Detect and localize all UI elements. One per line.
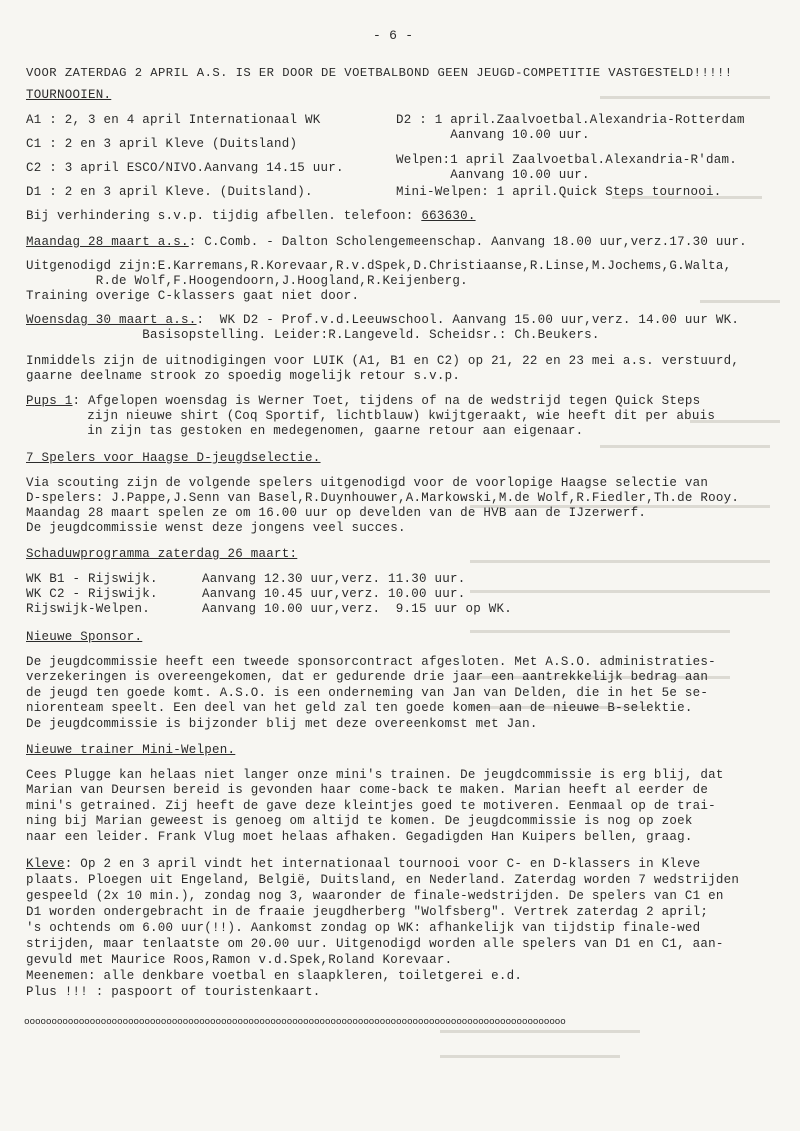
trainer-line-1: Cees Plugge kan helaas niet langer onze mini's trainen. De jeugdcommissie is erg blij, dat (26, 768, 724, 782)
monday-invited-2: R.de Wolf,F.Hoogendoorn,J.Hoogland,R.Keijenberg. (26, 274, 468, 288)
pups-text-1: : Afgelopen woensdag is Werner Toet, tijdens of na de wedstrijd tegen Quick Steps (72, 394, 701, 408)
tournament-left-3: C2 : 3 april ESCO/NIVO.Aanvang 14.15 uur. (26, 161, 344, 175)
liege-2: gaarne deelname strook zo spoedig mogelijk retour s.v.p. (26, 369, 461, 383)
shadow-time-3: Aanvang 10.00 uur,verz. 9.15 uur op WK. (202, 602, 513, 616)
sponsor-line-4: niorenteam speelt. Een deel van het geld zal ten goede komen aan de nieuwe B-selektie. (26, 701, 693, 715)
kleve-label: Kleve (26, 857, 65, 871)
shadow-match-3: Rijswijk-Welpen. (26, 602, 151, 616)
shadow-match-1: WK B1 - Rijswijk. (26, 572, 158, 586)
trainer-line-5: naar een leider. Frank Vlug moet helaas afhaken. Gegadigden Han Kuipers bellen, graag. (26, 830, 693, 844)
divider-line: ooooooooooooooooooooooooooooooooooooooooooooooooooooooooooooooooooooooooooooooooooooooooooooooooooo (24, 1016, 566, 1027)
sponsor-line-5: De jeugdcommissie is bijzonder blij met deze overeenkomst met Jan. (26, 717, 538, 731)
notice-line: VOOR ZATERDAG 2 APRIL A.S. IS ER DOOR DE VOETBALBOND GEEN JEUGD-COMPETITIE VASTGESTELD!!!!! (26, 66, 733, 80)
monday-text: : C.Comb. - Dalton Scholengemeenschap. Aanvang 18.00 uur,verz.17.30 uur. (188, 235, 747, 249)
selection-line-2: D-spelers: J.Pappe,J.Senn van Basel,R.Duynhouwer,A.Markowski,M.de Wolf,R.Fiedler,Th.de Rooy. (26, 491, 740, 505)
kleve-line-8: Meenemen: alle denkbare voetbal en slaapkleren, toiletgerei e.d. (26, 969, 523, 983)
shadow-time-1: Aanvang 12.30 uur,verz. 11.30 uur. (202, 572, 466, 586)
kleve-line-1 (26, 857, 700, 872)
selection-line-4: De jeugdcommissie wenst deze jongens veel succes. (26, 521, 406, 535)
shadow-match-2: WK C2 - Rijswijk. (26, 587, 158, 601)
page-number: - 6 - (373, 28, 414, 43)
tournament-right-4: Aanvang 10.00 uur. (396, 168, 590, 182)
monday-invited-3: Training overige C-klassers gaat niet door. (26, 289, 360, 303)
kleve-line-5: 's ochtends om 6.00 uur(!!). Aankomst zondag op WK: afhankelijk van tijdstip finale-wed (26, 921, 701, 935)
kleve-line-6: strijden, maar tenlaatste om 20.00 uur. Uitgenodigd worden alle spelers van D1 en C1, aan- (26, 937, 724, 951)
pups-line-1 (26, 394, 700, 409)
pups-line-2: zijn nieuwe shirt (Coq Sportif, lichtblauw) kwijtgeraakt, wie heeft dit per abuis (64, 409, 716, 423)
trainer-heading: Nieuwe trainer Mini-Welpen. (26, 743, 236, 757)
selection-line-3: Maandag 28 maart spelen ze om 16.00 uur op develden van de HVB aan de IJzerwerf. (26, 506, 647, 520)
kleve-line-7: gevuld met Maurice Roos,Ramon v.d.Spek,Roland Korevaar. (26, 953, 453, 967)
pups-line-3: in zijn tas gestoken en medegenomen, gaarne retour aan eigenaar. (64, 424, 584, 438)
tournament-right-2: Aanvang 10.00 uur. (396, 128, 590, 142)
wednesday-date: Woensdag 30 maart a.s. (26, 313, 197, 327)
cancel-text: Bij verhindering s.v.p. tijdig afbellen. telefoon: (26, 209, 422, 223)
liege-1: Inmiddels zijn de uitnodigingen voor LUIK (A1, B1 en C2) op 21, 22 en 23 mei a.s. verstuurd, (26, 354, 740, 368)
trainer-line-3: mini's getrained. Zij heeft de gave deze kleintjes goed te motiveren. Eenmaal op de trai- (26, 799, 716, 813)
kleve-line-9: Plus !!! : paspoort of touristenkaart. (26, 985, 321, 999)
wednesday-line-2: Basisopstelling. Leider:R.Langeveld. Scheidsr.: Ch.Beukers. (26, 328, 600, 342)
kleve-line-3: gespeeld (2x 10 min.), zondag nog 3, waaronder de finale-wedstrijden. De spelers van C1 en (26, 889, 724, 903)
tournament-left-4: D1 : 2 en 3 april Kleve. (Duitsland). (26, 185, 313, 199)
cancel-line (26, 209, 476, 224)
selection-heading: 7 Spelers voor Haagse D-jeugdselectie. (26, 451, 321, 465)
trainer-line-2: Marian van Deursen bereid is gevonden haar come-back te maken. Marian heeft al eerder de (26, 783, 709, 797)
monday-line (26, 235, 747, 250)
monday-date: Maandag 28 maart a.s. (26, 235, 189, 249)
trainer-line-4: ning bij Marian geweest is genoeg om altijd te komen. De jeugdcommissie is nog op zoek (26, 814, 693, 828)
tournament-right-3: Welpen:1 april Zaalvoetbal.Alexandria-R'dam. (396, 153, 738, 167)
kleve-line-4: D1 worden ondergebracht in de fraaie jeugdherberg "Wolfsberg". Vertrek zaterdag 2 april; (26, 905, 709, 919)
tournaments-heading: TOURNOOIEN. (26, 88, 112, 102)
sponsor-heading: Nieuwe Sponsor. (26, 630, 143, 644)
pups-label: Pups 1 (26, 394, 73, 408)
kleve-text-1: : Op 2 en 3 april vindt het internationaal tournooi voor C- en D-klassers in Kleve (64, 857, 701, 871)
tournament-left-1: A1 : 2, 3 en 4 april Internationaal WK (26, 113, 321, 127)
shadow-heading: Schaduwprogramma zaterdag 26 maart: (26, 547, 298, 561)
sponsor-line-2: verzekeringen is overeengekomen, dat er gedurende drie jaar een aantrekkelijk bedrag aan (26, 670, 709, 684)
tournament-right-1: D2 : 1 april.Zaalvoetbal.Alexandria-Rotterdam (396, 113, 745, 127)
selection-line-1: Via scouting zijn de volgende spelers uitgenodigd voor de voorlopige Haagse selectie van (26, 476, 709, 490)
sponsor-line-1: De jeugdcommissie heeft een tweede sponsorcontract afgesloten. Met A.S.O. administraties- (26, 655, 716, 669)
shadow-time-2: Aanvang 10.45 uur,verz. 10.00 uur. (202, 587, 466, 601)
tournament-left-2: C1 : 2 en 3 april Kleve (Duitsland) (26, 137, 298, 151)
monday-invited-1: Uitgenodigd zijn:E.Karremans,R.Korevaar,R.v.dSpek,D.Christiaanse,R.Linse,M.Jochems,G.Walta, (26, 259, 732, 273)
phone-number: 663630. (421, 209, 476, 223)
kleve-line-2: plaats. Ploegen uit Engeland, België, Duitsland, en Nederland. Zaterdag worden 7 wedstrijden (26, 873, 740, 887)
wednesday-line (26, 313, 739, 328)
sponsor-line-3: de jeugd ten goede komt. A.S.O. is een onderneming van Jan van Delden, die in het 5e se- (26, 686, 709, 700)
wednesday-text: : WK D2 - Prof.v.d.Leeuwschool. Aanvang 15.00 uur,verz. 14.00 uur WK. (196, 313, 740, 327)
tournament-right-5: Mini-Welpen: 1 april.Quick Steps tournooi. (396, 185, 722, 199)
